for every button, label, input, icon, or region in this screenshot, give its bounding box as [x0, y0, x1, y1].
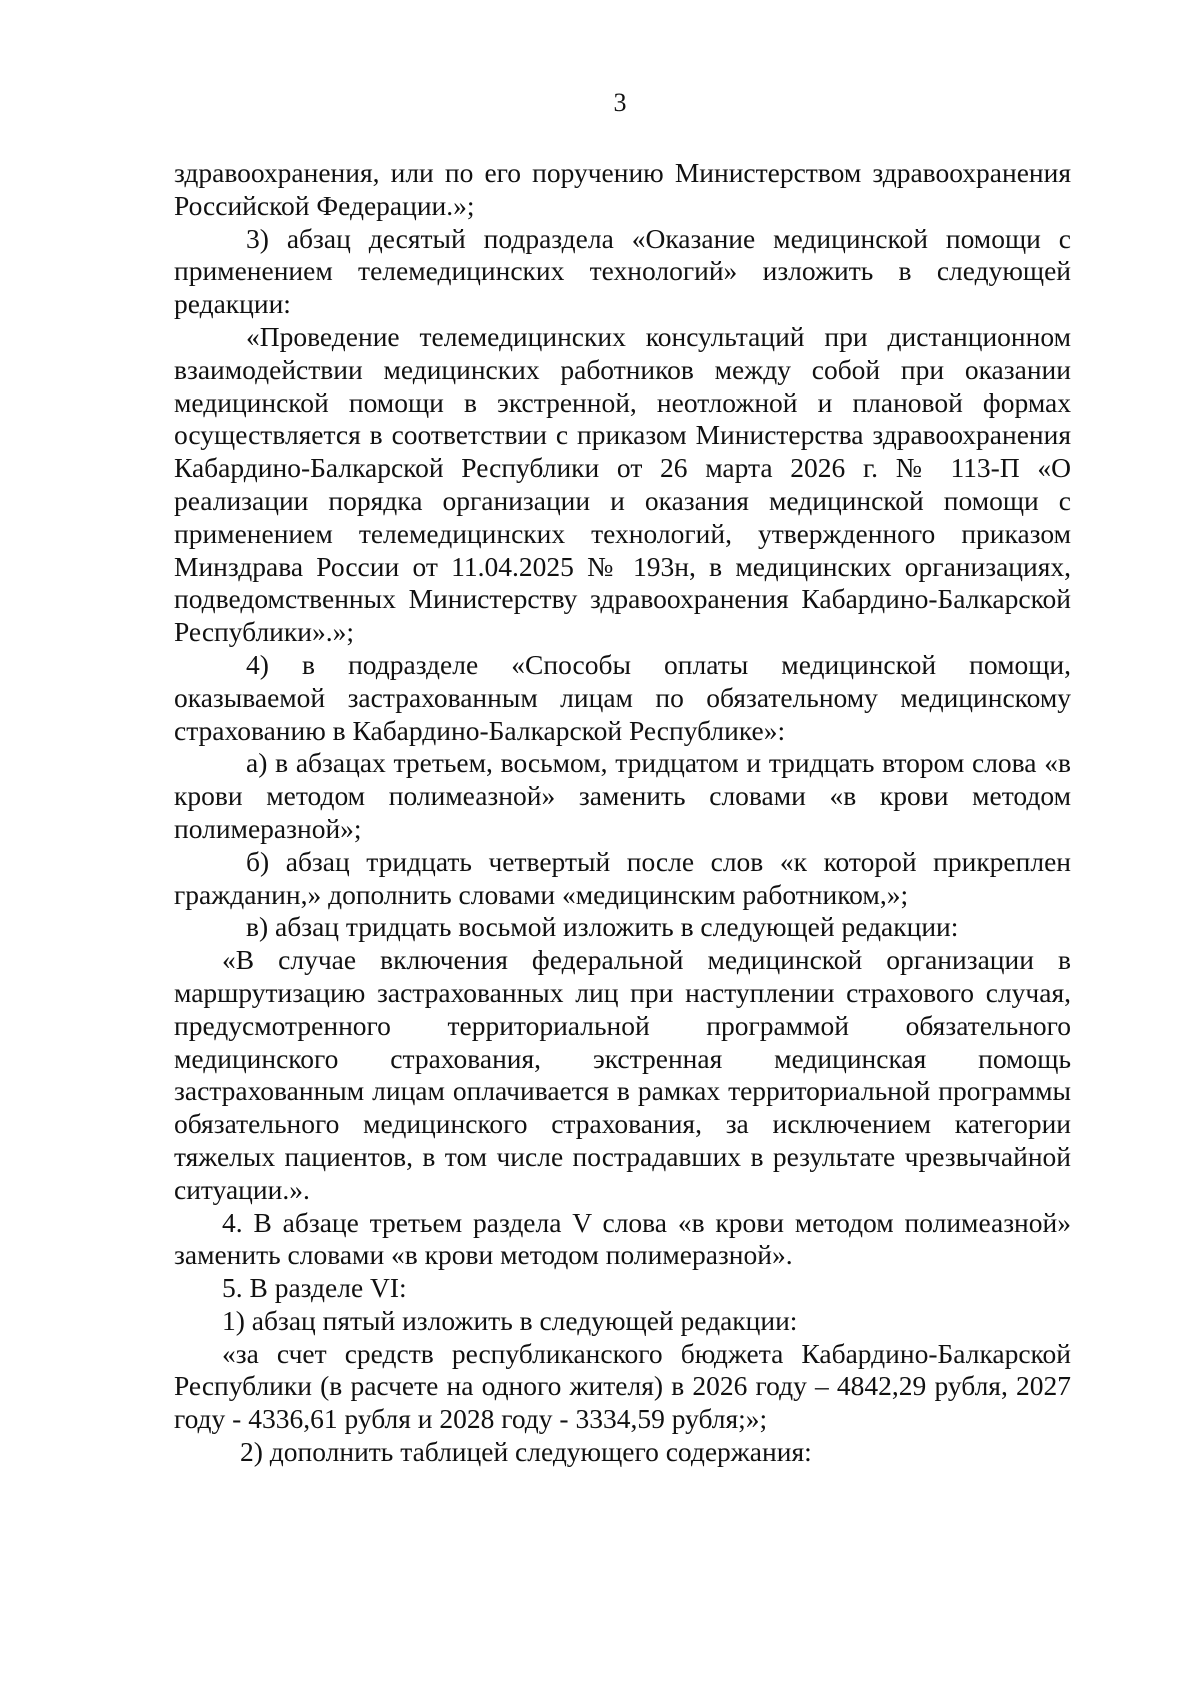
paragraph-quote-budget: «за счет средств республиканского бюджета Кабардино-Балкарской Республики (в расчете на одного жителя) в 2026 году – 4842,29 рубля, 2027 году - 4336,61 рубля и 2028 году - 3334,59 рубля;»; [174, 1337, 1071, 1435]
paragraph-quote-federal-organization: «В случае включения федеральной медицинской организации в маршрутизацию застрахованных лиц при наступлении страхового случая, предусмотренного территориальной программой обязательного медицинского страхования, экстренная медицинская помощь застрахованным лицам оплачивается в рамках территориальной программы обязательного медицинского страхования, за исключением категории тяжелых пациентов, в том числе пострадавших в результате чрезвычайной ситуации.». [174, 944, 1071, 1205]
paragraph-quote-telemedicine: «Проведение телемедицинских консультаций при дистанционном взаимодействии медицинских работников между собой при оказании медицинской помощи в экстренной, неотложной и плановой формах осуществляется в соответствии с приказом Министерства здравоохранения Кабардино-Балкарской Республики от 26 марта 2026 г. № 113-П «О реализации порядка организации и оказания медицинской помощи с применением телемедицинских технологий, утвержденного приказом Минздрава России от 11.04.2025 № 193н, в медицинских организациях, подведомственных Министерству здравоохранения Кабардино-Балкарской Республики».»; [174, 320, 1071, 648]
paragraph-section-4: 4. В абзаце третьем раздела V слова «в крови методом полимеазной» заменить словами «в крови методом полимеразной». [174, 1206, 1071, 1271]
paragraph-subitem-a: а) в абзацах третьем, восьмом, тридцатом и тридцать втором слова «в крови методом полимеазной» заменить словами «в крови методом полимеразной»; [174, 747, 1071, 844]
document-body [174, 157, 1071, 1469]
page-number: 3 [613, 88, 627, 117]
paragraph-subitem-v: в) абзац тридцать восьмой изложить в следующей редакции: [246, 911, 959, 943]
paragraph-continuation: здравоохранения, или по его поручению Министерством здравоохранения Российской Федерации.»; [174, 157, 1071, 221]
paragraph-item-4-payment-methods: 4) в подразделе «Способы оплаты медицинской помощи, оказываемой застрахованным лицам по обязательному медицинскому страхованию в Кабардино-Балкарской Республике»: [174, 648, 1071, 746]
paragraph-item-3-telemedicine: 3) абзац десятый подраздела «Оказание медицинской помощи с применением телемедицинских технологий» изложить в следующей редакции: [174, 222, 1071, 320]
paragraph-section-5-item-1: 1) абзац пятый изложить в следующей редакции: [222, 1304, 798, 1336]
paragraph-section-5-heading: 5. В разделе VI: [222, 1272, 407, 1304]
paragraph-subitem-b: б) абзац тридцать четвертый после слов «к которой прикреплен гражданин,» дополнить словами «медицинским работником,»; [174, 845, 1071, 910]
paragraph-section-5-item-2: 2) дополнить таблицей следующего содержания: [240, 1436, 812, 1468]
